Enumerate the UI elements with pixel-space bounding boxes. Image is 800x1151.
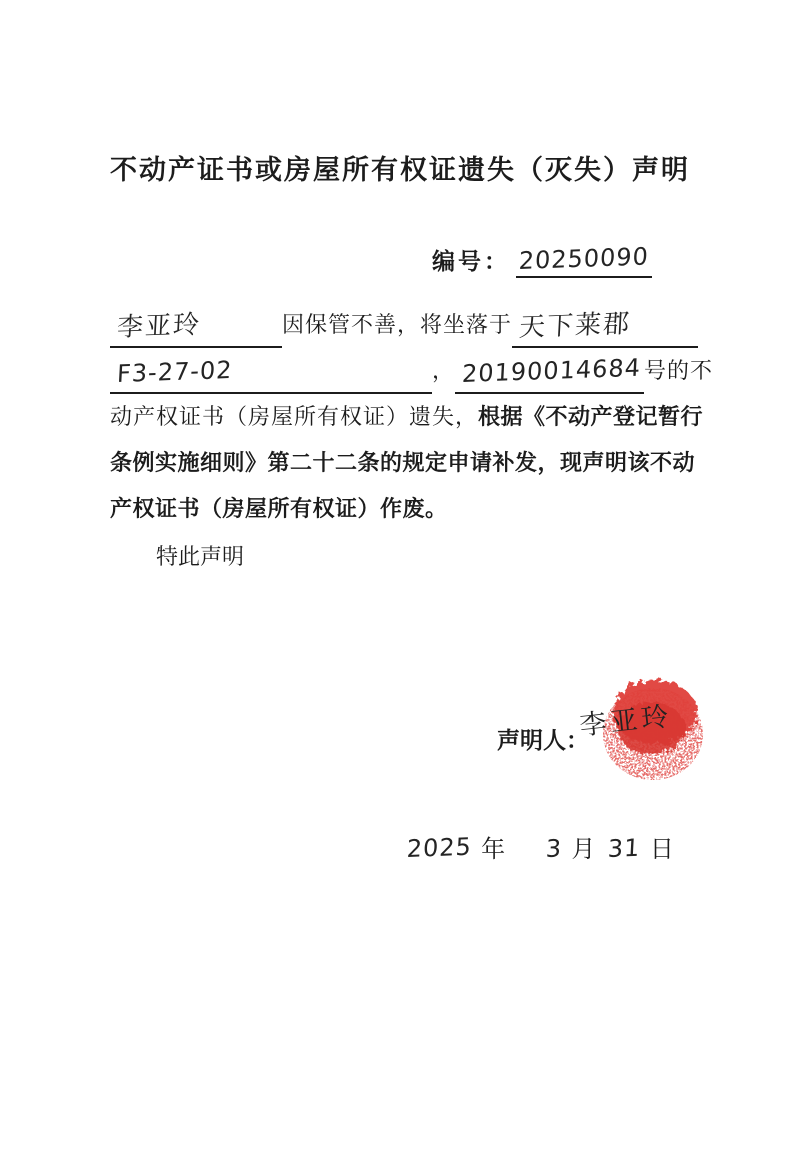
- number-label: 编号：: [432, 249, 510, 274]
- declarant-name-value: 李亚玲: [116, 309, 202, 343]
- body-line-5: 产权证书（房屋所有权证）作废。: [110, 496, 448, 521]
- line2-suffix-text: 号的不: [643, 358, 713, 383]
- date-day-value: 31: [607, 833, 642, 863]
- after-name-text: 因保管不善，将坐落于: [282, 312, 513, 337]
- closing-statement: 特此声明: [156, 544, 245, 569]
- number-row: [0, 243, 800, 278]
- date-month-value: 3: [545, 834, 563, 863]
- cert-number-field: [455, 354, 644, 394]
- line3-heiti-text: 根据《不动产登记暂行: [478, 404, 704, 429]
- signature-zone: [578, 701, 729, 748]
- date-row: [0, 829, 800, 864]
- location-field: [512, 308, 698, 348]
- date-year-value: 2025: [406, 832, 473, 863]
- signature-name: 李亚玲: [578, 701, 674, 742]
- comma-text: ，: [432, 358, 456, 383]
- body-line-1: [110, 302, 690, 348]
- line3-serif-text: 动产权证书（房屋所有权证）遗失，: [110, 404, 479, 429]
- body-line-3: [110, 394, 704, 440]
- cert-number-value: 20190014684: [461, 353, 642, 388]
- signer-row: [0, 701, 800, 755]
- date-day-label: 日: [649, 837, 676, 863]
- body-line-4: 条例实施细则》第二十二条的规定申请补发，现声明该不动: [110, 450, 696, 475]
- declarant-name-field: [110, 308, 282, 348]
- location-value: 天下莱郡: [518, 309, 632, 343]
- body-line-2: [110, 348, 713, 394]
- number-value: 20250090: [518, 242, 650, 275]
- signer-label: 声明人：: [497, 727, 589, 753]
- number-field: [516, 242, 652, 278]
- date-month-label: 月: [571, 837, 598, 863]
- unit-number-value: F3-27-02: [116, 355, 234, 388]
- declaration-body: [0, 302, 800, 580]
- unit-number-field: [110, 354, 432, 394]
- document-title: 不动产证书或房屋所有权证遗失（灭失）声明: [110, 155, 690, 185]
- date-year-label: 年: [481, 837, 508, 863]
